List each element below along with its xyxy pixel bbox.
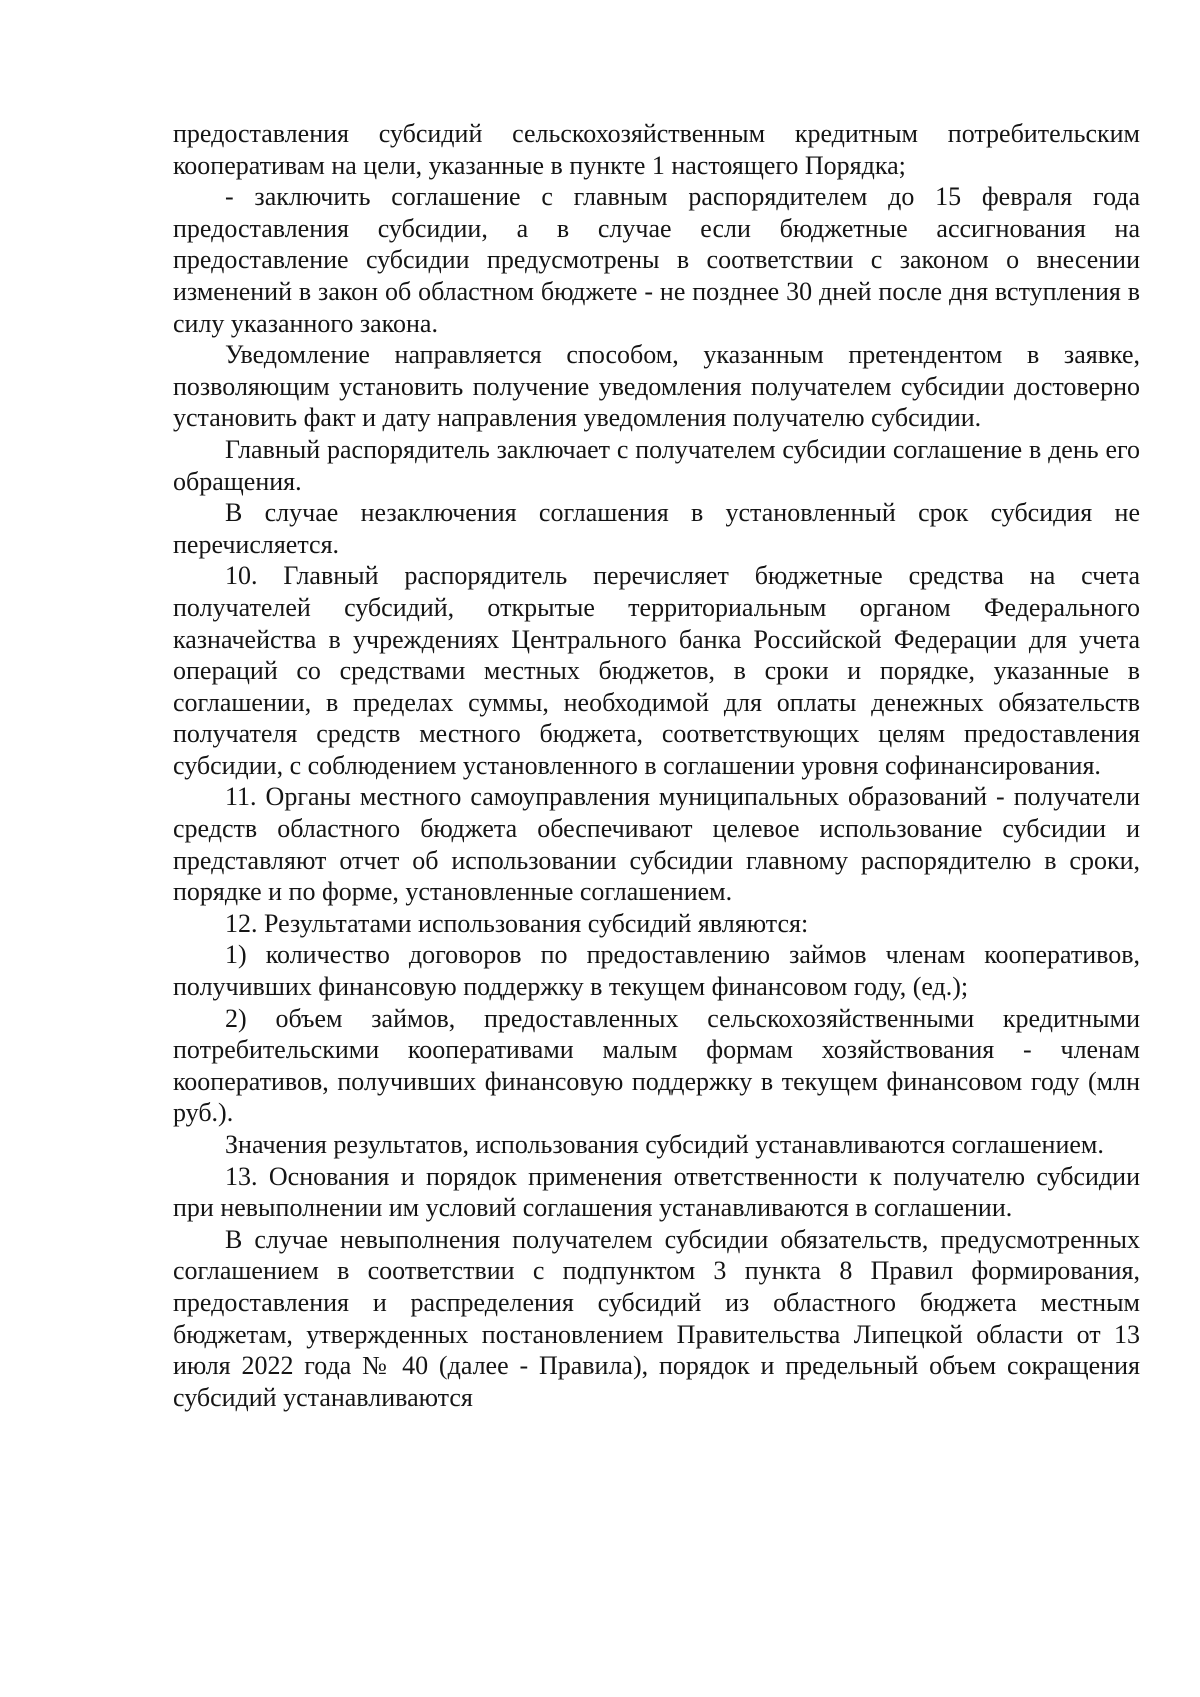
paragraph-12: 13. Основания и порядок применения ответственности к получателю субсидии при невыполнении им условий соглашения устанавливаются в соглашении. xyxy=(173,1161,1140,1223)
paragraph-11: Значения результатов, использования субсидий устанавливаются соглашением. xyxy=(225,1130,1104,1159)
document-body xyxy=(173,118,1140,1413)
paragraph-10: 2) объем займов, предоставленных сельскохозяйственными кредитными потребительскими кооперативами малым формам хозяйствования - членам кооперативов, получивших финансовую поддержку в текущем финансовом году (млн руб.). xyxy=(173,1003,1140,1128)
paragraph-2: - заключить соглашение с главным распорядителем до 15 февраля года предоставления субсидии, а в случае если бюджетные ассигнования на предоставление субсидии предусмотрены в соответствии с законом о внесении изменений в закон об областном бюджете - не позднее 30 дней после дня вступления в силу указанного закона. xyxy=(173,182,1140,338)
paragraph-13: В случае невыполнения получателем субсидии обязательств, предусмотренных соглашением в соответствии с подпунктом 3 пункта 8 Правил формирования, предоставления и распределения субсидий из областного бюджета местным бюджетам, утвержденных постановлением Правительства Липецкой области от 13 июля 2022 года № 40 (далее - Правила), порядок и предельный объем сокращения субсидий устанавливаются xyxy=(173,1224,1140,1412)
paragraph-7: 11. Органы местного самоуправления муниципальных образований - получатели средств областного бюджета обеспечивают целевое использование субсидии и представляют отчет об использовании субсидии главному распорядителю в сроки, порядке и по форме, установленные соглашением. xyxy=(173,782,1140,907)
paragraph-5: В случае незаключения соглашения в установленный срок субсидия не перечисляется. xyxy=(173,498,1140,559)
paragraph-6: 10. Главный распорядитель перечисляет бюджетные средства на счета получателей субсидий, открытые территориальным органом Федерального казначейства в учреждениях Центрального банка Российской Федерации для учета операций со средствами местных бюджетов, в сроки и порядке, указанные в соглашении, в пределах суммы, необходимой для оплаты денежных обязательств получателя средств местного бюджета, соответствующих целям предоставления субсидии, с соблюдением установленного в соглашении уровня софинансирования. xyxy=(173,561,1140,780)
paragraph-9: 1) количество договоров по предоставлению займов членам кооперативов, получивших финансовую поддержку в текущем финансовом году, (ед.); xyxy=(173,940,1140,1002)
paragraph-8: 12. Результатами использования субсидий являются: xyxy=(225,908,809,938)
paragraph-4: Главный распорядитель заключает с получателем субсидии соглашение в день его обращения. xyxy=(173,434,1140,496)
paragraph-1: предоставления субсидий сельскохозяйственным кредитным потребительским кооперативам на цели, указанные в пункте 1 настоящего Порядка; xyxy=(173,119,1140,180)
paragraph-3: Уведомление направляется способом, указанным претендентом в заявке, позволяющим установить получение уведомления получателем субсидии достоверно установить факт и дату направления уведомления получателю субсидии. xyxy=(173,340,1140,433)
